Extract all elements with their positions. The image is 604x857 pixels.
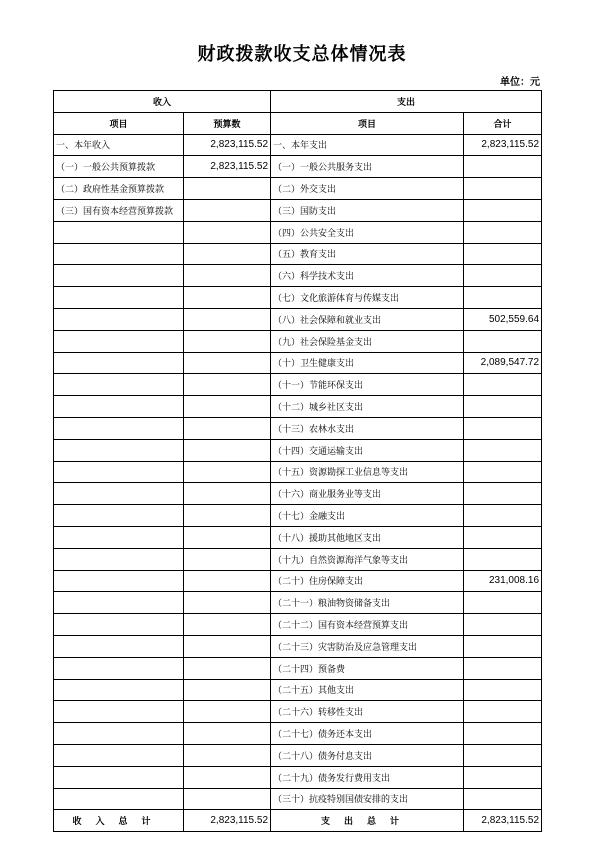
table-row [54, 243, 542, 265]
budget-value-cell [184, 439, 271, 461]
total-value-cell [464, 592, 542, 614]
table-row [54, 374, 542, 396]
table-row [54, 657, 542, 679]
expense-item-cell: （十）卫生健康支出 [271, 352, 464, 374]
total-value-cell [464, 635, 542, 657]
income-total-value: 2,823,115.52 [184, 810, 271, 832]
expense-item-cell: （六）科学技术支出 [271, 265, 464, 287]
expense-item-cell: （二十五）其他支出 [271, 679, 464, 701]
total-value-cell [464, 766, 542, 788]
table-row [54, 156, 542, 178]
table-row [54, 526, 542, 548]
totals-row [54, 810, 542, 832]
income-item-cell [54, 548, 184, 570]
table-row [54, 461, 542, 483]
table-row [54, 308, 542, 330]
income-item-cell [54, 526, 184, 548]
total-value-cell [464, 505, 542, 527]
budget-value-cell [184, 352, 271, 374]
col-budget: 预算数 [184, 112, 271, 134]
income-item-cell [54, 766, 184, 788]
table-row [54, 635, 542, 657]
budget-value-cell [184, 679, 271, 701]
income-item-cell [54, 461, 184, 483]
expense-total-label: 支出总计 [271, 810, 464, 832]
table-row [54, 592, 542, 614]
budget-value-cell [184, 243, 271, 265]
budget-value-cell [184, 614, 271, 636]
expense-item-cell: （二十）住房保障支出 [271, 570, 464, 592]
table-row [54, 352, 542, 374]
expense-item-cell: （二十八）债务付息支出 [271, 744, 464, 766]
income-item-cell: （一）一般公共预算拨款 [54, 156, 184, 178]
total-value-cell [464, 396, 542, 418]
budget-value-cell [184, 592, 271, 614]
income-item-cell [54, 570, 184, 592]
expense-item-cell: （二十九）债务发行费用支出 [271, 766, 464, 788]
budget-value-cell [184, 635, 271, 657]
expense-item-cell: （三十）抗疫特别国债安排的支出 [271, 788, 464, 810]
budget-value-cell [184, 374, 271, 396]
col-expense-item: 项目 [271, 112, 464, 134]
table-row [54, 287, 542, 309]
section-header-row [54, 91, 542, 113]
budget-table [53, 90, 542, 832]
income-item-cell [54, 701, 184, 723]
table-row [54, 548, 542, 570]
income-total-label: 收入总计 [54, 810, 184, 832]
budget-value-cell [184, 657, 271, 679]
total-value-cell [464, 548, 542, 570]
table-row [54, 744, 542, 766]
budget-value-cell [184, 221, 271, 243]
budget-value-cell [184, 548, 271, 570]
table-row [54, 701, 542, 723]
table-row [54, 396, 542, 418]
total-value-cell [464, 788, 542, 810]
total-value-cell [464, 723, 542, 745]
income-item-cell [54, 657, 184, 679]
total-value-cell [464, 243, 542, 265]
expense-item-cell: （三）国防支出 [271, 199, 464, 221]
income-header: 收入 [54, 91, 271, 113]
budget-value-cell [184, 788, 271, 810]
table-row [54, 723, 542, 745]
budget-value-cell [184, 483, 271, 505]
income-item-cell [54, 505, 184, 527]
expense-item-cell: （十六）商业服务业等支出 [271, 483, 464, 505]
budget-value-cell [184, 723, 271, 745]
expense-item-cell: （二十六）转移性支出 [271, 701, 464, 723]
expense-item-cell: （四）公共安全支出 [271, 221, 464, 243]
expense-item-cell: （十二）城乡社区支出 [271, 396, 464, 418]
budget-value-cell [184, 417, 271, 439]
income-item-cell: 一、本年收入 [54, 134, 184, 156]
income-item-cell [54, 635, 184, 657]
expense-item-cell: （十七）金融支出 [271, 505, 464, 527]
income-item-cell [54, 243, 184, 265]
table-row [54, 265, 542, 287]
budget-value-cell [184, 701, 271, 723]
expense-item-cell: （二十一）粮油物资储备支出 [271, 592, 464, 614]
income-item-cell [54, 396, 184, 418]
table-row [54, 134, 542, 156]
budget-value-cell [184, 178, 271, 200]
budget-value-cell [184, 570, 271, 592]
total-value-cell [464, 330, 542, 352]
total-value-cell [464, 287, 542, 309]
expense-item-cell: （十五）资源勘探工业信息等支出 [271, 461, 464, 483]
income-item-cell [54, 352, 184, 374]
expense-item-cell: （十三）农林水支出 [271, 417, 464, 439]
expense-item-cell: （二十七）债务还本支出 [271, 723, 464, 745]
budget-value-cell [184, 287, 271, 309]
income-item-cell [54, 265, 184, 287]
unit-label: 单位：元 [500, 77, 540, 88]
table-row [54, 788, 542, 810]
table-row [54, 679, 542, 701]
table-row [54, 417, 542, 439]
budget-value-cell [184, 396, 271, 418]
income-item-cell [54, 483, 184, 505]
total-value-cell [464, 461, 542, 483]
table-row [54, 330, 542, 352]
total-value-cell: 231,008.16 [464, 570, 542, 592]
table-row [54, 483, 542, 505]
table-row [54, 178, 542, 200]
income-item-cell [54, 374, 184, 396]
total-value-cell [464, 265, 542, 287]
budget-value-cell [184, 461, 271, 483]
col-income-item: 项目 [54, 112, 184, 134]
total-value-cell [464, 156, 542, 178]
total-value-cell [464, 744, 542, 766]
column-header-row [54, 112, 542, 134]
budget-value-cell [184, 766, 271, 788]
table-row [54, 614, 542, 636]
income-item-cell: （二）政府性基金预算拨款 [54, 178, 184, 200]
budget-value-cell [184, 330, 271, 352]
expense-item-cell: （九）社会保险基金支出 [271, 330, 464, 352]
table-row [54, 199, 542, 221]
income-item-cell [54, 308, 184, 330]
expense-item-cell: （二十二）国有资本经营预算支出 [271, 614, 464, 636]
total-value-cell [464, 221, 542, 243]
income-item-cell [54, 417, 184, 439]
expense-item-cell: （二）外交支出 [271, 178, 464, 200]
total-value-cell: 2,089,547.72 [464, 352, 542, 374]
income-item-cell [54, 221, 184, 243]
budget-value-cell: 2,823,115.52 [184, 156, 271, 178]
budget-value-cell [184, 526, 271, 548]
budget-value-cell [184, 308, 271, 330]
income-item-cell [54, 788, 184, 810]
expense-item-cell: （二十四）预备费 [271, 657, 464, 679]
income-item-cell [54, 744, 184, 766]
total-value-cell [464, 483, 542, 505]
expense-header: 支出 [271, 91, 542, 113]
table-row [54, 505, 542, 527]
total-value-cell [464, 199, 542, 221]
total-value-cell: 502,559.64 [464, 308, 542, 330]
total-value-cell [464, 614, 542, 636]
expense-item-cell: （七）文化旅游体育与传媒支出 [271, 287, 464, 309]
expense-item-cell: （五）教育支出 [271, 243, 464, 265]
total-value-cell [464, 178, 542, 200]
expense-item-cell: （十八）援助其他地区支出 [271, 526, 464, 548]
total-value-cell [464, 417, 542, 439]
expense-item-cell: （十四）交通运输支出 [271, 439, 464, 461]
total-value-cell [464, 374, 542, 396]
income-item-cell [54, 439, 184, 461]
income-item-cell [54, 330, 184, 352]
table-row [54, 439, 542, 461]
budget-value-cell [184, 199, 271, 221]
expense-item-cell: （八）社会保障和就业支出 [271, 308, 464, 330]
page-title: 财政拨款收支总体情况表 [197, 44, 407, 65]
expense-item-cell: （十一）节能环保支出 [271, 374, 464, 396]
budget-value-cell [184, 505, 271, 527]
income-item-cell [54, 679, 184, 701]
total-value-cell: 2,823,115.52 [464, 134, 542, 156]
income-item-cell [54, 592, 184, 614]
total-value-cell [464, 657, 542, 679]
total-value-cell [464, 526, 542, 548]
total-value-cell [464, 679, 542, 701]
table-row [54, 570, 542, 592]
expense-item-cell: 一、本年支出 [271, 134, 464, 156]
table-row [54, 221, 542, 243]
total-value-cell [464, 701, 542, 723]
budget-value-cell [184, 744, 271, 766]
table-row [54, 766, 542, 788]
income-item-cell [54, 287, 184, 309]
col-total: 合计 [464, 112, 542, 134]
expense-item-cell: （十九）自然资源海洋气象等支出 [271, 548, 464, 570]
budget-value-cell: 2,823,115.52 [184, 134, 271, 156]
total-value-cell [464, 439, 542, 461]
income-item-cell [54, 614, 184, 636]
income-item-cell: （三）国有资本经营预算拨款 [54, 199, 184, 221]
expense-item-cell: （二十三）灾害防治及应急管理支出 [271, 635, 464, 657]
budget-value-cell [184, 265, 271, 287]
expense-item-cell: （一）一般公共服务支出 [271, 156, 464, 178]
expense-total-value: 2,823,115.52 [464, 810, 542, 832]
income-item-cell [54, 723, 184, 745]
